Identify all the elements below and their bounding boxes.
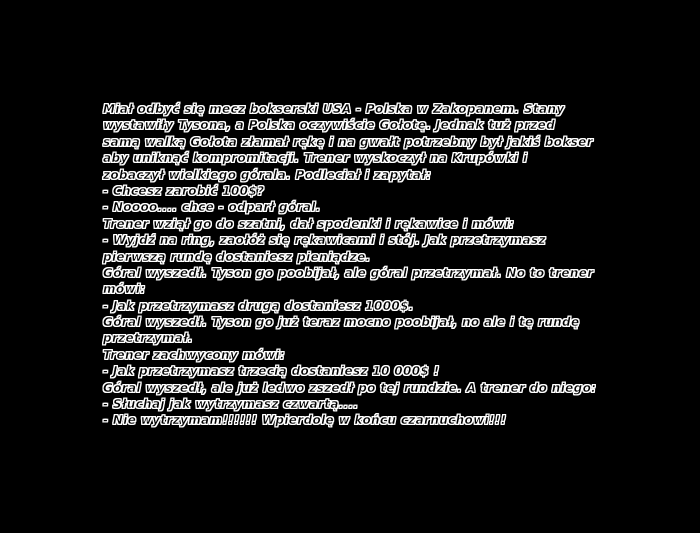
joke-line: Góral wyszedł, ale już ledwo zszedł po tej rundzie. A trener do niego: [103, 380, 597, 395]
joke-line: wystawiły Tysona, a Polska oczywiście Gołotę. Jednak tuż przed [103, 118, 556, 133]
joke-line: - Chcesz zarobić 100$? [103, 183, 265, 198]
joke-line: - Wyjdź na ring, zaołóż się rękawicami i stój. Jak przetrzymasz [103, 233, 546, 248]
joke-line: Trener zachwycony mówi: [103, 347, 286, 362]
joke-line: mówi: [103, 282, 146, 297]
joke-line: - Słuchaj jak wytrzymasz czwartą.... [103, 397, 359, 412]
joke-line: Góral wyszedł. Tyson go już teraz mocno poobijał, no ale i tę rundę [103, 315, 580, 330]
joke-text-block [103, 101, 603, 429]
joke-line: - Nie wytrzymam!!!!!! Wpierdolę w końcu czarnuchowi!!! [103, 413, 507, 428]
joke-line: Trener wziął go do szatni, dał spodenki i rękawice i mówi: [103, 216, 515, 231]
joke-line: pierwszą rundę dostaniesz pieniądze. [103, 249, 371, 264]
joke-line: - Noooo.... chce - odparł góral. [103, 200, 321, 215]
joke-line: Miał odbyć się mecz bokserski USA - Polska w Zakopanem. Stany [103, 102, 565, 116]
joke-line: Góral wyszedł. Tyson go poobijał, ale góral przetrzymał. No to trener [103, 265, 594, 280]
joke-line: przetrzymał. [103, 331, 193, 346]
joke-line: zobaczył wielkiego górala. Podleciał i zapytał: [103, 167, 432, 182]
joke-line: samą walką Gołota złamał rękę i na gwałt potrzebny był jakiś bokser [103, 134, 593, 149]
joke-line: aby uniknąć kompromitacji. Trener wyskoczył na Krupówki i [103, 151, 528, 166]
joke-line: - Jak przetrzymasz trzecią dostaniesz 10 000$ ! [103, 364, 440, 379]
joke-line: - Jak przetrzymasz drugą dostaniesz 1000$. [103, 298, 414, 313]
